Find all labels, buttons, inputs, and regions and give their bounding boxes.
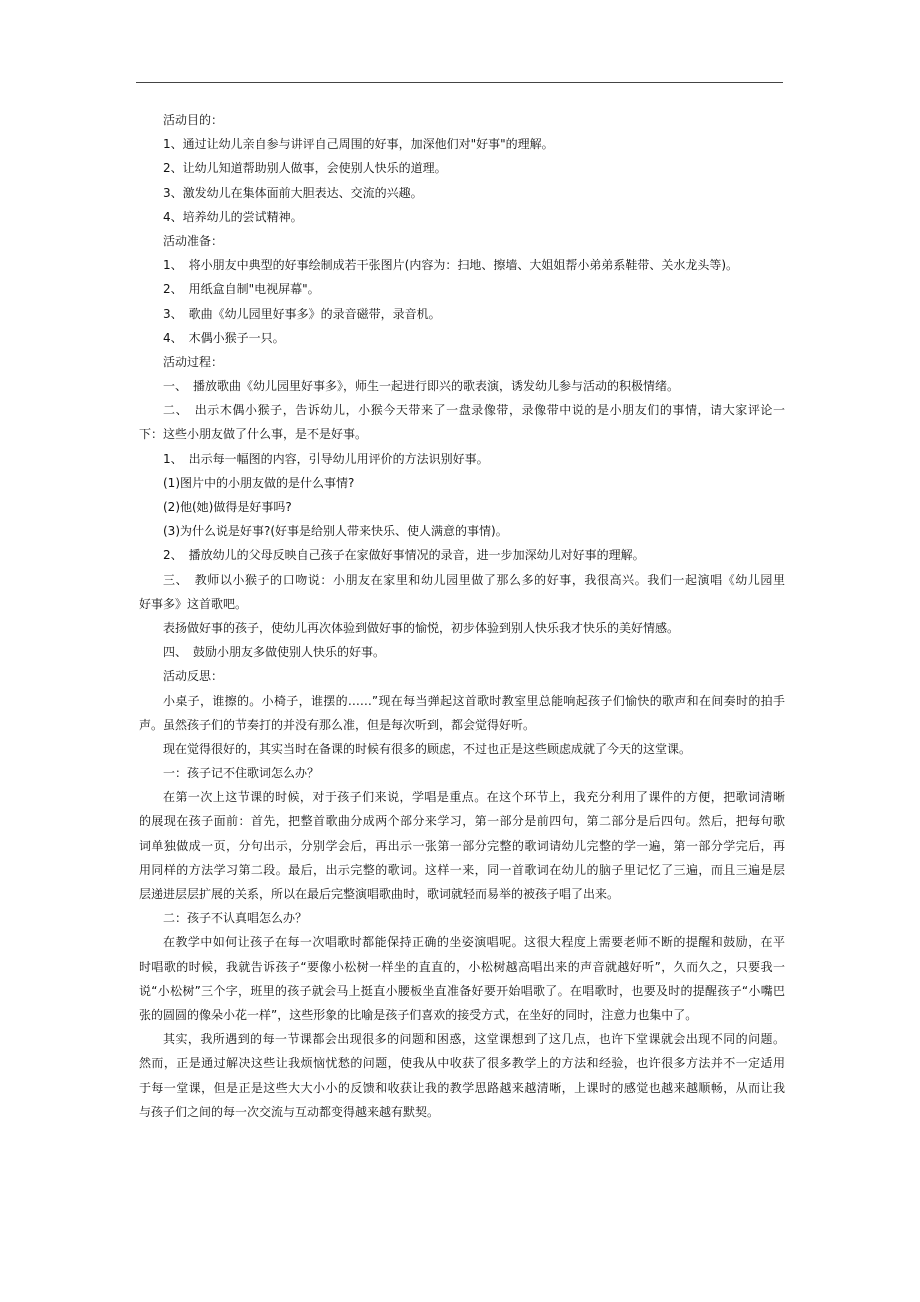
text-line: 1、 将小朋友中典型的好事绘制成若干张图片(内容为：扫地、擦墙、大姐姐帮小弟弟系鞋带、关水龙头等)。 [163, 258, 739, 273]
text-line: 层递进层层扩展的关系，所以在最后完整演唱歌曲时，歌词就轻而易举的被孩子唱了出来。 [139, 887, 620, 901]
text-line: 2、让幼儿知道帮助别人做事，会使别人快乐的道理。 [163, 161, 447, 176]
text-line: 下：这些小朋友做了什么事，是不是好事。 [139, 427, 368, 442]
text-line: 于每一堂课，但是正是这些大大小小的反馈和收获让我的教学思路越来越清晰，上课时的感觉也越来越顺畅，从而让我 [139, 1080, 785, 1095]
text-line: (2)他(她)做得是好事吗? [163, 500, 292, 514]
text-line: 1、 出示每一幅图的内容，引导幼儿用评价的方法识别好事。 [163, 451, 489, 466]
text-line: 张的圆圆的像朵小花一样”，这些形象的比喻是孩子们喜欢的接受方式，在坐好的同时，注意力也集中了。 [139, 1007, 698, 1022]
text-line: 活动准备： [163, 233, 224, 248]
text-line: 然而，正是通过解决这些让我烦恼忧愁的问题，使我从中收获了很多教学上的方法和经验，也许很多方法并不一定适用 [139, 1056, 785, 1071]
text-line: 在第一次上这节课的时候，对于孩子们来说，学唱是重点。在这个环节上，我充分利用了课件的方便，把歌词清晰 [163, 790, 785, 805]
text-line: 1、通过让幼儿亲自参与讲评自己周围的好事，加深他们对"好事"的理解。 [163, 137, 554, 152]
text-line: 表扬做好事的孩子，使幼儿再次体验到做好事的愉悦，初步体验到别人快乐我才快乐的美好情感。 [163, 620, 680, 635]
text-line: 声。虽然孩子们的节奏打的并没有那么准，但是每次听到，都会觉得好听。 [139, 717, 536, 732]
text-line: 与孩子们之间的每一次交流与互动都变得越来越有默契。 [139, 1104, 440, 1119]
text-line: 词单独做成一页，分句出示，分别学会后，再出示一张第一部分完整的歌词请幼儿完整的学一遍，第一部分学完后，再 [139, 838, 785, 853]
header-rule [136, 82, 783, 83]
text-line: 3、激发幼儿在集体面前大胆表达、交流的兴趣。 [163, 185, 423, 200]
text-line: 其实，我所遇到的每一节课都会出现很多的问题和困惑，这堂课想到了这几点，也许下堂课就会出现不同的问题。 [163, 1032, 785, 1047]
text-line: 二：孩子不认真唱怎么办？ [163, 911, 308, 926]
text-line: 活动目的： [163, 113, 224, 127]
text-line: 在教学中如何让孩子在每一次唱歌时都能保持正确的坐姿演唱呢。这很大程度上需要老师不断的提醒和鼓励，在平 [163, 935, 785, 950]
text-line: 活动反思： [163, 669, 224, 684]
text-line: 4、培养幼儿的尝试精神。 [163, 209, 303, 224]
text-line: 二、 出示木偶小猴子，告诉幼儿，小猴今天带来了一盘录像带，录像带中说的是小朋友们的事情，请大家评论一 [163, 403, 785, 418]
text-line: 三、 教师以小猴子的口吻说：小朋友在家里和幼儿园里做了那么多的好事，我很高兴。我们一起演唱《幼儿园里 [163, 572, 785, 587]
text-line: 2、 用纸盒自制"电视屏幕"。 [163, 282, 320, 297]
text-line: 说“小松树”三个字，班里的孩子就会马上挺直小腰板坐直准备好要开始唱歌了。在唱歌时，也要及时的提醒孩子“小嘴巴 [139, 983, 785, 998]
text-line: 活动过程： [163, 354, 224, 369]
text-line: 时唱歌的时候，我就告诉孩子“要像小松树一样坐的直直的，小松树越高唱出来的声音就越好听”，久而久之，只要我一 [139, 959, 785, 974]
text-line: (1)图片中的小朋友做的是什么事情? [163, 475, 355, 490]
text-line: 一：孩子记不住歌词怎么办？ [163, 766, 320, 781]
text-line: 现在觉得很好的，其实当时在备课的时候有很多的顾虑，不过也正是这些顾虑成就了今天的这堂课。 [163, 741, 692, 756]
text-line: 的展现在孩子面前：首先，把整首歌曲分成两个部分来学习，第一部分是前四句，第二部分是后四句。然后，把每句歌 [139, 814, 785, 829]
text-line: 四、 鼓励小朋友多做使别人快乐的好事。 [163, 645, 386, 660]
text-line: (3)为什么说是好事?(好事是给别人带来快乐、使人满意的事情)。 [163, 524, 508, 539]
document-body [139, 108, 785, 1124]
text-line: 4、 木偶小猴子一只。 [163, 330, 285, 345]
text-line: 3、 歌曲《幼儿园里好事多》的录音磁带，录音机。 [163, 306, 441, 321]
text-line: 2、 播放幼儿的父母反映自己孩子在家做好事情况的录音，进一步加深幼儿对好事的理解。 [163, 548, 645, 563]
text-line: 小桌子，谁擦的。小椅子，谁摆的……”现在每当弹起这首歌时教室里总能响起孩子们愉快的歌声和在间奏时的拍手 [163, 693, 785, 708]
text-line: 一、 播放歌曲《幼儿园里好事多》，师生一起进行即兴的歌表演，诱发幼儿参与活动的积极情绪。 [163, 379, 680, 394]
text-line: 好事多》这首歌吧。 [139, 596, 248, 611]
text-line: 用同样的方法学习第二段。最后，出示完整的歌词。这样一来，同一首歌词在幼儿的脑子里记忆了三遍，而且三遍是层 [139, 862, 785, 877]
